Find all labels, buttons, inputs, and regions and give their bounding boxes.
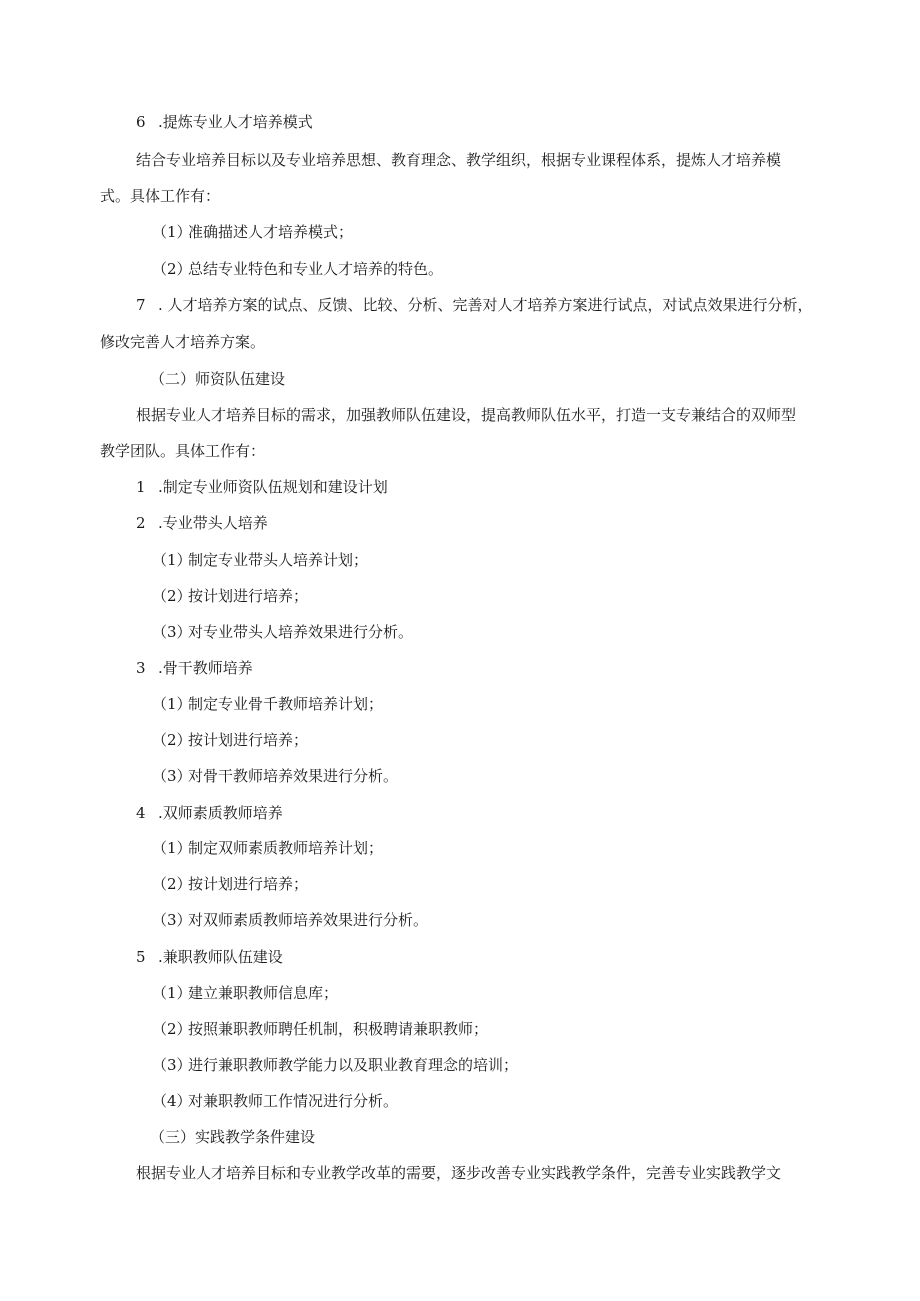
list-item xyxy=(152,222,353,242)
paragraph-line: 根据专业人才培养目标和专业教学改革的需要，逐步改善专业实践教学条件，完善专业实践教学文 xyxy=(136,1164,782,1182)
list-item-text: 制定专业骨千教师培养计划； xyxy=(188,695,384,713)
paragraph-line: 式。具体工作有： xyxy=(100,187,221,205)
list-item-number: （1） xyxy=(152,695,192,713)
subsection-heading xyxy=(136,947,283,967)
list-item xyxy=(152,874,308,894)
list-item-number: （2） xyxy=(152,1020,192,1038)
list-item-text: 对兼职教师工作情况进行分析。 xyxy=(188,1092,399,1110)
list-item-number: （2） xyxy=(152,587,192,605)
list-item xyxy=(152,730,308,750)
list-item-number: （1） xyxy=(152,551,192,569)
subsection-heading xyxy=(136,513,268,533)
list-item xyxy=(152,1055,518,1075)
paragraph-line: 教学团队。具体工作有： xyxy=(100,442,266,460)
heading-text: .骨干教师培养 xyxy=(158,659,253,677)
list-item xyxy=(152,910,428,930)
heading-number: 5 xyxy=(136,948,146,966)
list-item xyxy=(152,1019,488,1039)
list-item-text: 制定专业带头人培养计划； xyxy=(188,551,369,569)
list-item-text: 对双师素质教师培养效果进行分析。 xyxy=(188,911,429,929)
list-item-number: （3） xyxy=(152,623,192,641)
paragraph-line: 根据专业人才培养目标的需求，加强教师队伍建设，提高教师队伍水平，打造一支专兼结合的双师型 xyxy=(136,406,797,424)
list-item-text: 进行兼职教师教学能力以及职业教育理念的培训； xyxy=(188,1056,519,1074)
list-item xyxy=(152,622,413,642)
list-item xyxy=(152,694,383,714)
list-item-number: （1） xyxy=(152,223,192,241)
list-item xyxy=(152,838,383,858)
subsection-heading xyxy=(136,803,283,823)
list-item-number: （2） xyxy=(152,875,192,893)
heading-text: .专业带头人培养 xyxy=(158,514,268,532)
heading-number: 7 xyxy=(136,296,146,314)
heading-text: .兼职教师队伍建设 xyxy=(158,948,283,966)
section-6-heading xyxy=(136,112,313,132)
list-item xyxy=(152,766,398,786)
list-item-number: （2） xyxy=(152,731,192,749)
list-item-text: 对专业带头人培养效果进行分析。 xyxy=(188,623,414,641)
list-item-text: 制定双师素质教师培养计划； xyxy=(188,839,384,857)
heading-number: 2 xyxy=(136,514,146,532)
list-item-number: （3） xyxy=(152,767,192,785)
list-item-text: 按计划进行培养； xyxy=(188,731,309,749)
subsection-heading xyxy=(136,658,253,678)
paragraph-line: 结合专业培养目标以及专业培养思想、教育理念、教学组织，根据专业课程体系，提炼人才培养模 xyxy=(136,151,782,169)
heading-text: .制定专业师资队伍规划和建设计划 xyxy=(158,478,388,496)
list-item-number: （4） xyxy=(152,1092,192,1110)
list-item xyxy=(152,586,308,606)
list-item xyxy=(152,259,443,279)
list-item-text: 按计划进行培养； xyxy=(188,875,309,893)
list-item-number: （3） xyxy=(152,1056,192,1074)
list-item-text: 按计划进行培养； xyxy=(188,587,309,605)
list-item-number: （2） xyxy=(152,260,192,278)
list-item xyxy=(152,983,338,1003)
heading-number: 6 xyxy=(136,113,146,131)
list-item-number: （3） xyxy=(152,911,192,929)
list-item-text: 准确描述人才培养模式； xyxy=(188,223,354,241)
heading-number: 3 xyxy=(136,659,146,677)
list-item-number: （1） xyxy=(152,984,192,1002)
heading-text: .双师素质教师培养 xyxy=(158,804,283,822)
list-item-text: 总结专业特色和专业人才培养的特色。 xyxy=(188,260,444,278)
list-item xyxy=(152,1091,398,1111)
subsection-heading xyxy=(136,477,388,497)
list-item-number: （1） xyxy=(152,839,192,857)
list-item-text: 对骨干教师培养效果进行分析。 xyxy=(188,767,399,785)
heading-text: .提炼专业人才培养模式 xyxy=(158,113,313,131)
list-item-text: 建立兼职教师信息库； xyxy=(188,984,339,1002)
heading-number: 4 xyxy=(136,804,146,822)
heading-text: . 人才培养方案的试点、反馈、比较、分析、完善对人才培养方案进行试点，对试点效果进行分析， xyxy=(158,296,813,314)
list-item-text: 按照兼职教师聘任机制，积极聘请兼职教师； xyxy=(188,1020,489,1038)
heading-number: 1 xyxy=(136,478,146,496)
section-7-heading xyxy=(136,295,813,315)
list-item xyxy=(152,550,368,570)
section-heading-practice: （三）实践教学条件建设 xyxy=(150,1128,316,1146)
section-heading-teachers: （二）师资队伍建设 xyxy=(150,370,286,388)
paragraph-line: 修改完善人才培养方案。 xyxy=(100,333,266,351)
